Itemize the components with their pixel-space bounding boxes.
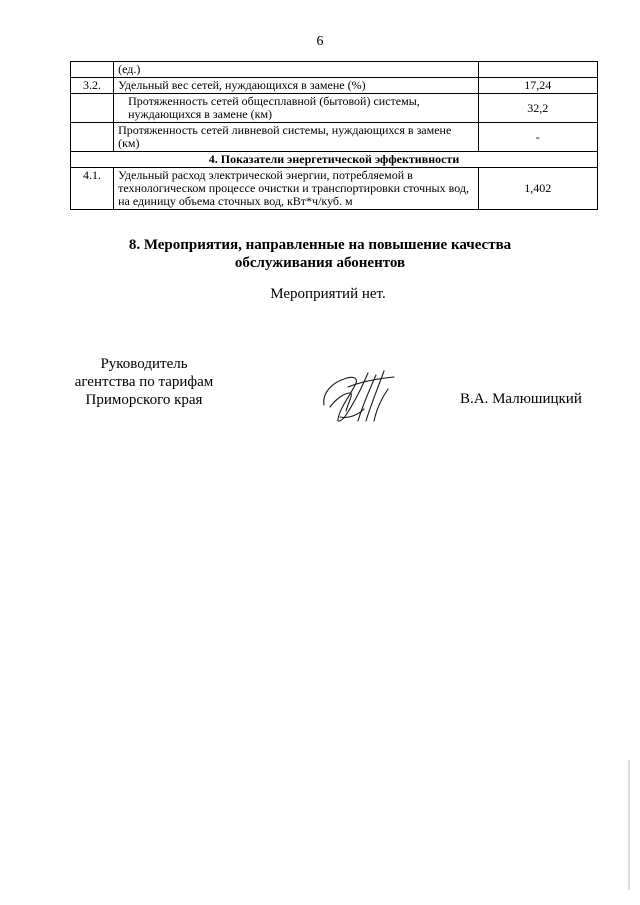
indicators-table bbox=[70, 61, 598, 210]
table-row bbox=[71, 168, 598, 210]
section-8-title-line: обслуживания абонентов bbox=[234, 255, 406, 271]
row-number bbox=[71, 123, 114, 152]
row-number bbox=[71, 94, 114, 123]
row-value: 1,402 bbox=[478, 168, 597, 210]
no-measures-text: Мероприятий нет. bbox=[270, 286, 386, 302]
signer-position-line: Руководитель bbox=[100, 356, 188, 372]
page-number: 6 bbox=[316, 34, 324, 49]
row-description: Протяженность сетей ливневой системы, нуждающихся в замене (км) bbox=[114, 123, 478, 152]
table-row bbox=[71, 94, 598, 123]
row-description: Протяженность сетей общесплавной (бытовой) системы, нуждающихся в замене (км) bbox=[114, 94, 478, 123]
signer-position-line: Приморского края bbox=[85, 392, 203, 408]
row-value: - bbox=[478, 123, 597, 152]
handwritten-signature-icon bbox=[318, 363, 400, 425]
row-description: (ед.) bbox=[114, 62, 478, 78]
table-row bbox=[71, 62, 598, 78]
scan-edge-mark bbox=[628, 760, 630, 890]
table-row bbox=[71, 123, 598, 152]
table-row bbox=[71, 78, 598, 94]
section-heading: 4. Показатели энергетической эффективности bbox=[71, 152, 598, 168]
row-description: Удельный вес сетей, нуждающихся в замене (%) bbox=[114, 78, 478, 94]
row-number bbox=[71, 62, 114, 78]
section-8-title-line: 8. Мероприятия, направленные на повышение качества bbox=[128, 237, 512, 253]
row-value: 32,2 bbox=[478, 94, 597, 123]
section-8-title bbox=[0, 236, 640, 272]
signer-position bbox=[66, 355, 222, 409]
row-description: Удельный расход электрической энергии, потребляемой в технологическом процессе очистки и транспортировки сточных вод, на единицу объема сточных вод, кВт*ч/куб. м bbox=[114, 168, 478, 210]
table-section-row bbox=[71, 152, 598, 168]
row-value: 17,24 bbox=[478, 78, 597, 94]
row-number: 3.2. bbox=[71, 78, 114, 94]
signer-position-line: агентства по тарифам bbox=[74, 374, 214, 390]
signer-name: В.А. Малюшицкий bbox=[460, 391, 582, 407]
row-value bbox=[478, 62, 597, 78]
row-number: 4.1. bbox=[71, 168, 114, 210]
